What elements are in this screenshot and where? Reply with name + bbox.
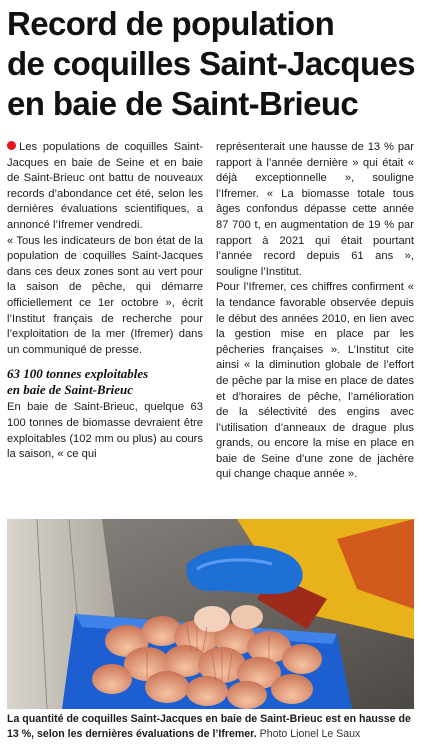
red-bullet-icon <box>7 141 16 150</box>
photo-caption <box>7 712 417 742</box>
scallop-crate-illustration <box>7 519 414 709</box>
headline-line: de coquilles Saint-Jacques <box>7 45 416 82</box>
headline-line: Record de population <box>7 5 335 42</box>
body-paragraph: Pour l’Ifremer, ces chiffres confirment « la tendance favorable observée depuis le début des années 2010, en lien avec la gestion mise en place par les pêcheries françaises ». L’Institut cite ainsi « la diminution globale de l’effort de pêche par la mise en place de dates et d’horaires de pêche, l’amélioration de la sélectivité des engins avec l’utilisation d’anneaux de drague plus grands, ou encore la mise en place en baie de Seine d’une zone de jachère qui change chaque année ». <box>216 281 414 481</box>
caption-text: La quantité de coquilles Saint-Jacques en baie de Saint-Brieuc est en hausse de 13 %, selon les dernières évaluations de l’Ifremer. <box>7 713 411 740</box>
subheading-line: en baie de Saint-Brieuc <box>7 382 134 398</box>
article-column-right <box>216 140 414 483</box>
body-paragraph: En baie de Saint-Brieuc, quelque 63 100 tonnes de biomasse devraient être exploitables (102 mm ou plus) au cours la saison, « ce qui <box>7 401 203 461</box>
subheading-line: 63 100 tonnes exploitables <box>7 366 149 382</box>
lead-text: Les populations de coquilles Saint-Jacques en baie de Seine et en baie de Saint-Brieuc ont battu de nouveaux records d’abondance cet été, selon les dernières évaluations scientifiques, a annoncé l’Ifremer vendredi. <box>7 141 203 231</box>
headline-line: en baie de Saint-Brieuc <box>7 85 359 122</box>
lead-paragraph <box>7 140 203 234</box>
body-paragraph: « Tous les indicateurs de bon état de la population de coquilles Saint-Jacques dans ces deux zones sont au vert pour la saison de pêche, qui démarre officiellement ce 1er octobre », écrit l’Institut français de recherche pour l’exploitation de la mer (Ifremer) dans un communiqué de presse. <box>7 234 203 356</box>
photo-credit: Photo Lionel Le Saux <box>259 728 361 740</box>
headline <box>7 4 417 124</box>
body-paragraph: représenterait une hausse de 13 % par rapport à l’année dernière » qui était « déjà exceptionnelle », souligne l’Ifremer. « La biomasse totale tous âges confondus dépasse cette année 87 700 t, en augmentation de 19 % par rapport à 2021 qui était pourtant l’année record depuis 61 ans », souligne l’Institut. <box>216 141 414 278</box>
article-photo <box>7 519 414 709</box>
article-column-left <box>7 140 203 463</box>
subheading <box>7 366 203 398</box>
